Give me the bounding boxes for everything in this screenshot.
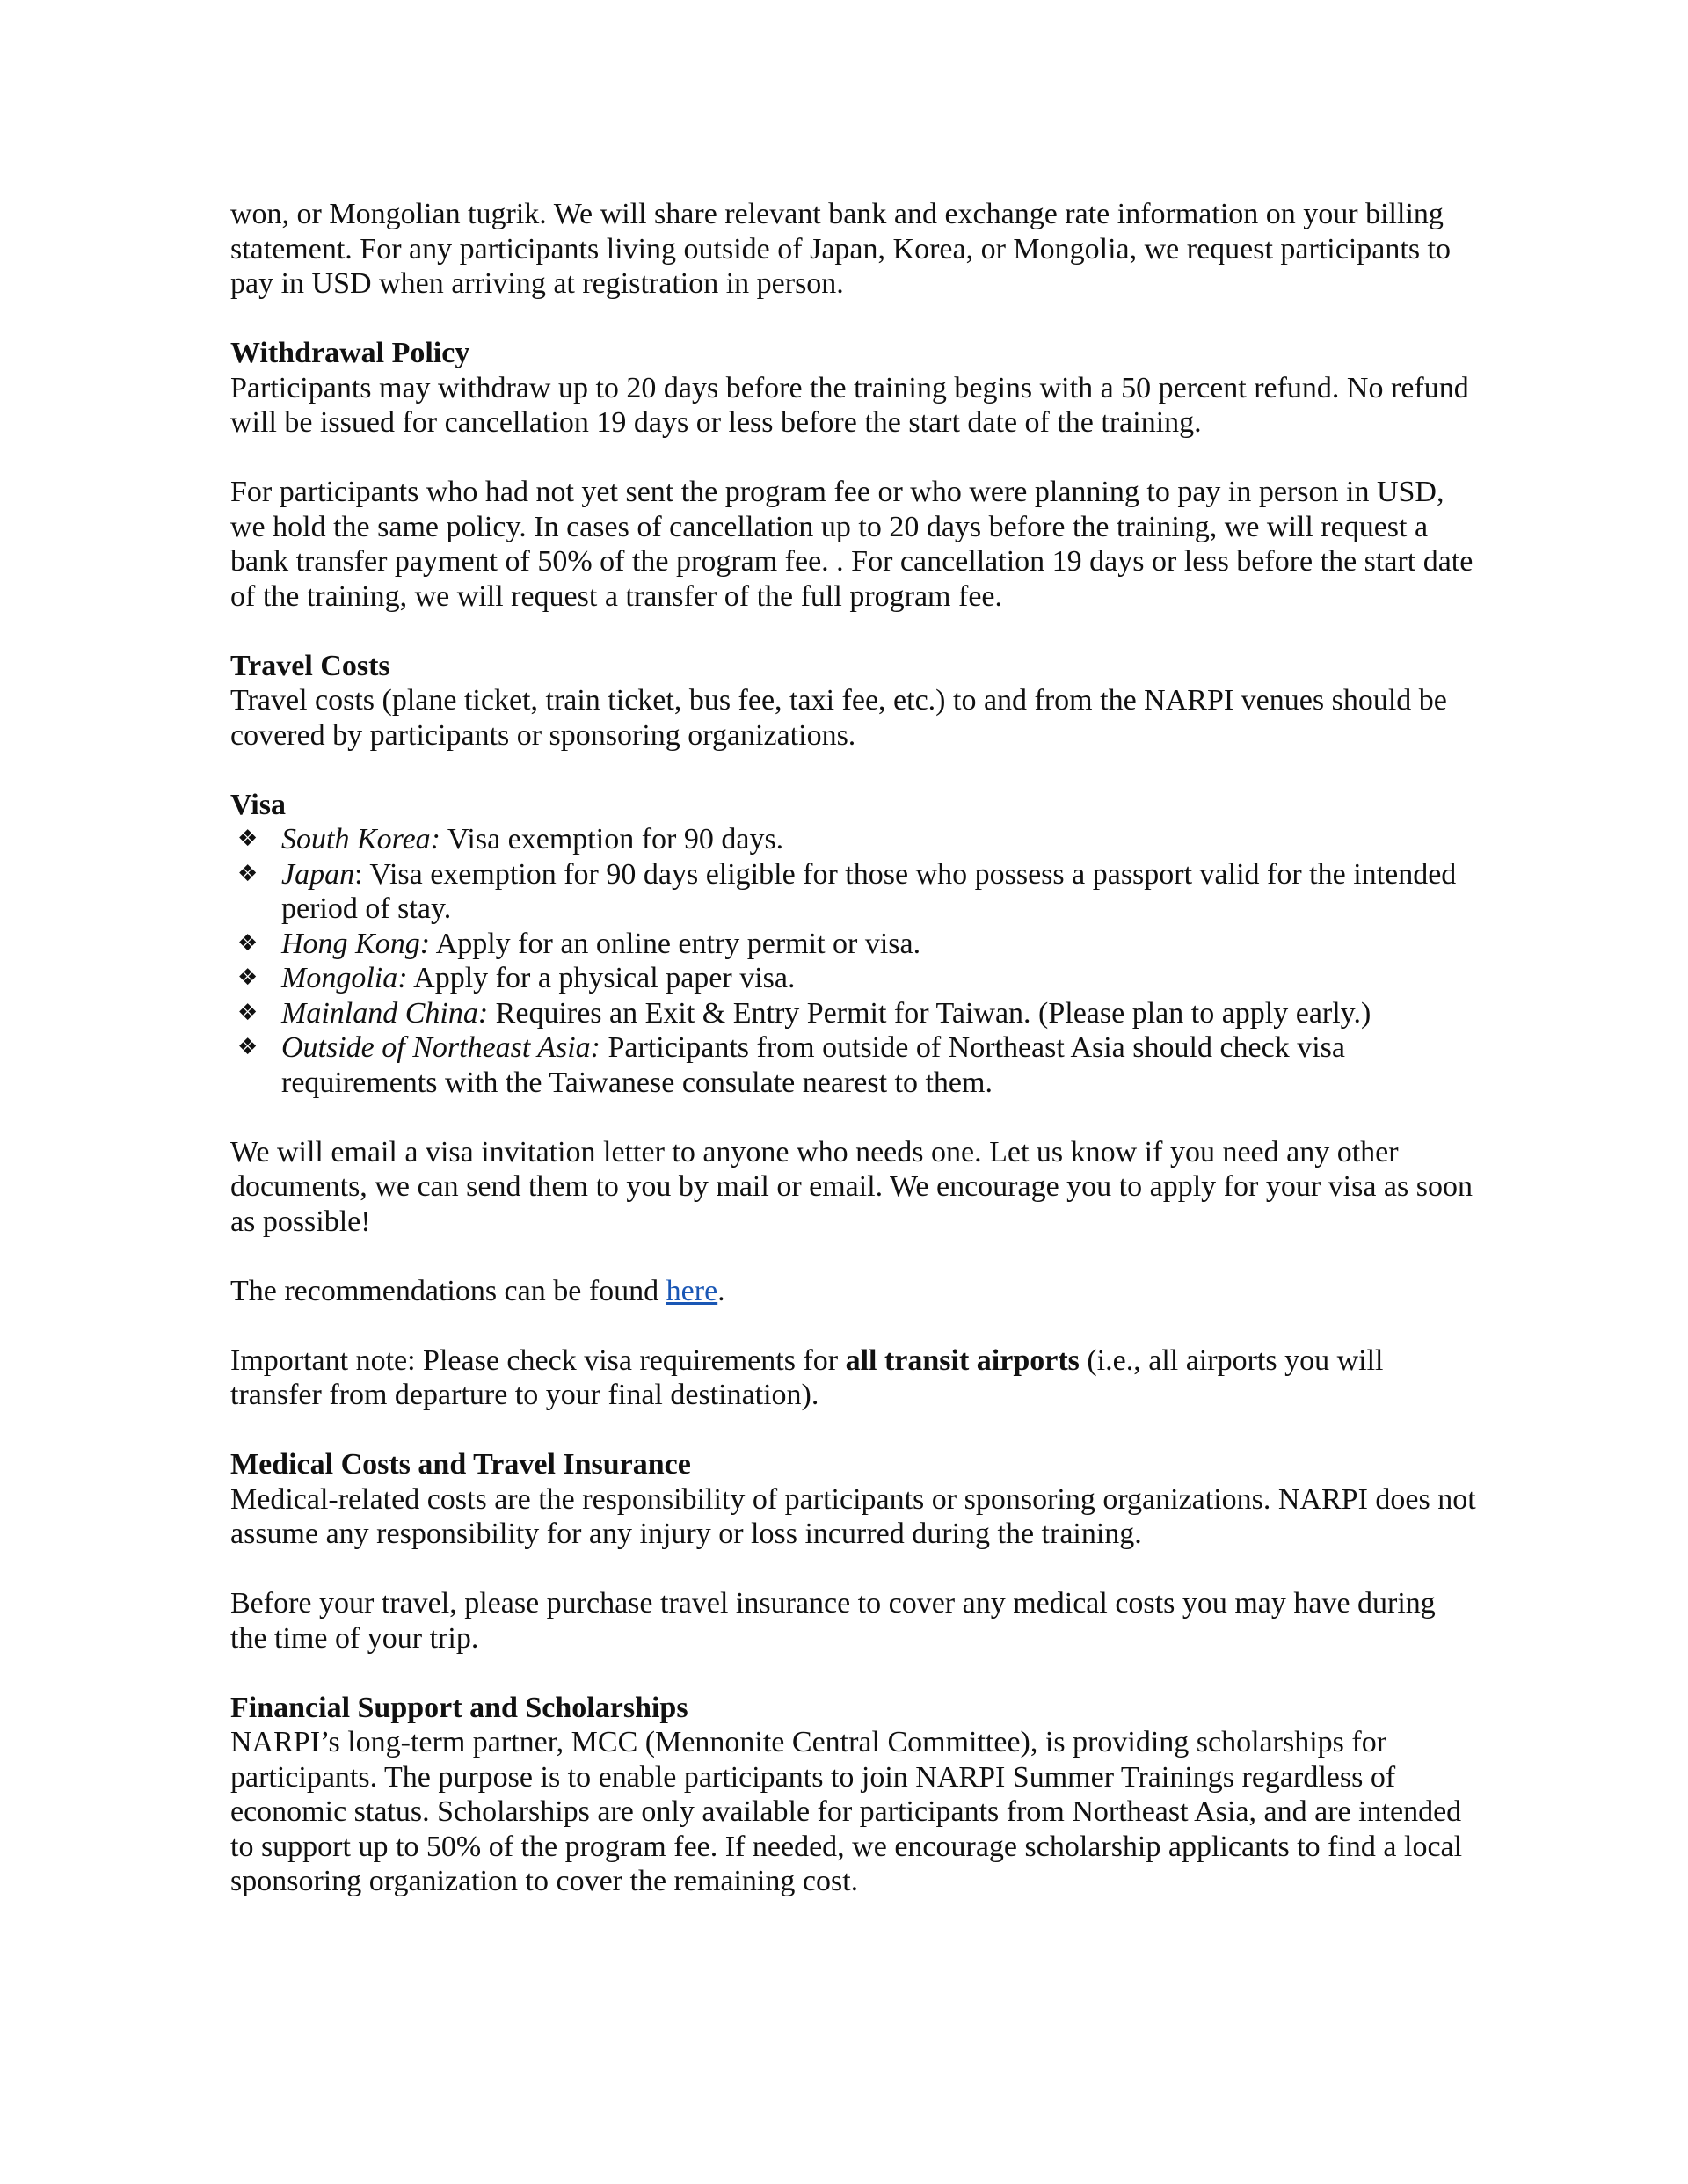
medical-heading: Medical Costs and Travel Insurance	[230, 1448, 691, 1481]
visa-item-text: Apply for a physical paper visa.	[407, 962, 796, 994]
visa-country: South Korea:	[281, 823, 441, 855]
medical-paragraph-2: Before your travel, please purchase travel insurance to cover any medical costs you may have during the time of your trip.	[230, 1587, 1436, 1655]
visa-item-text: Participants from outside of Northeast Asia should check visa requirements with the Taiwanese consulate nearest to them.	[281, 1031, 1345, 1099]
diamond-bullet-icon: ❖	[237, 1034, 258, 1060]
visa-country: Hong Kong:	[281, 927, 431, 960]
visa-item-text: Requires an Exit & Entry Permit for Taiwan. (Please plan to apply early.)	[488, 996, 1372, 1030]
visa-item-japan	[230, 857, 1479, 927]
visa-invitation-paragraph: We will email a visa invitation letter to anyone who needs one. Let us know if you need any other documents, we can send them to you by mail or email. We encourage you to apply for your visa as soon as possible!	[230, 1135, 1473, 1238]
financial-paragraph: NARPI’s long-term partner, MCC (Mennonite Central Committee), is providing scholarships for participants. The purpose is to enable participants to join NARPI Summer Trainings regardless of economic status. Scholarships are only available for participants from Northeast Asia, and are intended to support up to 50% of the program fee. If needed, we encourage scholarship applicants to find a local sponsoring organization to cover the remaining cost.	[230, 1726, 1463, 1897]
travel-heading: Travel Costs	[230, 649, 390, 682]
spacer	[230, 440, 1479, 476]
transit-note-emphasis: all transit airports	[845, 1343, 1080, 1377]
visa-item-text: Apply for an online entry permit or visa.	[430, 927, 921, 960]
spacer	[230, 1308, 1479, 1343]
spacer	[230, 753, 1479, 788]
spacer	[230, 1656, 1479, 1691]
spacer	[230, 1413, 1479, 1448]
intro-paragraph: won, or Mongolian tugrik. We will share relevant bank and exchange rate information on your billing statement. For any participants living outside of Japan, Korea, or Mongolia, we request participants to pay in USD when arriving at registration in person.	[230, 198, 1451, 300]
visa-item-mongolia	[230, 961, 1479, 996]
recommendations-period: .	[717, 1274, 725, 1307]
visa-heading: Visa	[230, 788, 286, 821]
diamond-bullet-icon: ❖	[237, 965, 258, 991]
visa-list	[230, 822, 1479, 1100]
diamond-bullet-icon: ❖	[237, 999, 258, 1026]
recommendations-paragraph	[230, 1274, 1479, 1309]
financial-heading: Financial Support and Scholarships	[230, 1691, 688, 1724]
transit-note-paragraph	[230, 1343, 1479, 1413]
visa-item-south-korea	[230, 822, 1479, 857]
document-page	[230, 197, 1479, 1899]
recommendations-link[interactable]: here	[666, 1274, 718, 1307]
spacer	[230, 302, 1479, 337]
diamond-bullet-icon: ❖	[237, 929, 258, 957]
travel-paragraph: Travel costs (plane ticket, train ticket, bus fee, taxi fee, etc.) to and from the NARPI venues should be covered by participants or sponsoring organizations.	[230, 684, 1447, 752]
medical-paragraph-1: Medical-related costs are the responsibility of participants or sponsoring organizations. NARPI does not assume any responsibility for any injury or loss incurred during the training.	[230, 1482, 1476, 1550]
diamond-bullet-icon: ❖	[237, 826, 258, 852]
visa-item-text: : Visa exemption for 90 days eligible for those who possess a passport valid for the intended period of stay.	[281, 857, 1457, 925]
diamond-bullet-icon: ❖	[237, 860, 258, 887]
visa-country: Mainland China:	[281, 996, 489, 1030]
transit-note-text-end: (i.e., all airports you will transfer from departure to your final destination).	[230, 1343, 1384, 1411]
visa-item-outside-northeast-asia	[230, 1030, 1479, 1100]
visa-country: Mongolia:	[281, 962, 408, 994]
spacer	[230, 1552, 1479, 1587]
withdrawal-heading: Withdrawal Policy	[230, 337, 470, 369]
withdrawal-paragraph-1: Participants may withdraw up to 20 days before the training begins with a 50 percent refund. No refund will be issued for cancellation 19 days or less before the start date of the training.	[230, 371, 1469, 439]
visa-country: Japan	[281, 857, 355, 891]
visa-item-text: Visa exemption for 90 days.	[440, 823, 784, 855]
transit-note-text: Important note: Please check visa requirements for	[230, 1343, 846, 1377]
spacer	[230, 614, 1479, 649]
visa-country: Outside of Northeast Asia:	[281, 1031, 600, 1064]
recommendations-text: The recommendations can be found	[230, 1274, 666, 1307]
visa-item-mainland-china	[230, 996, 1479, 1031]
spacer	[230, 1100, 1479, 1135]
spacer	[230, 1239, 1479, 1274]
visa-item-hong-kong	[230, 927, 1479, 962]
withdrawal-paragraph-2: For participants who had not yet sent the program fee or who were planning to pay in person in USD, we hold the same policy. In cases of cancellation up to 20 days before the training, we will request a bank transfer payment of 50% of the program fee. . For cancellation 19 days or less before the start date of the training, we will request a transfer of the full program fee.	[230, 476, 1473, 613]
